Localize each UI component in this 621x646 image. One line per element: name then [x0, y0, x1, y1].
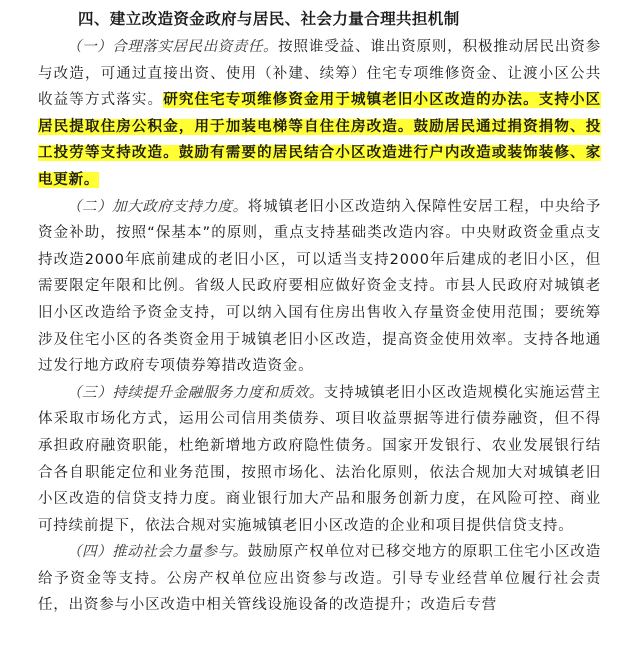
paragraph-lead: （二）加大政府支持力度。 [67, 198, 248, 215]
paragraph-text: 支持城镇老旧小区改造规模化实施运营主体采取市场化方式，运用公司信用类债券、项目收益票据等进行债券融资，但不得承担政府融资职能，杜绝新增地方政府隐性债务。国家开发银行、农业发展银行结合各自职能定位和业务范围，按照市场化、法治化原则，依法合规加大对城镇老旧小区改造的信贷支持力度。商业银行加大产品和服务创新力度，在风险可控、商业可持续前提下，依法合规对实施城镇老旧小区改造的企业和项目提供信贷支持。 [38, 384, 601, 534]
highlighted-text: 研究住宅专项维修资金用于城镇老旧小区改造的办法。支持小区居民提取住房公积金，用于加装电梯等自住住房改造。鼓励居民通过捐资捐物、投工投劳等支持改造。鼓励有需要的居民结合小区改造进行户内改造或装饰装修、家电更新。 [38, 92, 601, 188]
paragraph-lead: （三）持续提升金融服务力度和质效。 [67, 384, 324, 401]
paragraph-resident-funding [38, 34, 601, 194]
paragraph-text: 鼓励原产权单位对已移交地方的原职工住宅小区改造给予资金等支持。公房产权单位应出资参与改造。引导专业经营单位履行社会责任，出资参与小区改造中相关管线设施设备的改造提升；改造后专营 [38, 544, 602, 614]
paragraph-government-support [38, 194, 601, 380]
section-heading: 四、建立改造资金政府与居民、社会力量合理共担机制 [78, 10, 460, 28]
paragraph-lead: （四）推动社会力量参与。 [67, 544, 248, 561]
paragraph-social-participation [38, 539, 601, 619]
paragraph-text: 按照谁受益、谁出资原则，积极推动居民出资参与改造，可通过直接出资、使用（补建、续筹）住宅专项维修资金、让渡小区公共收益等方式落实。 [38, 39, 601, 109]
paragraph-text: 将城镇老旧小区改造纳入保障性安居工程，中央给予资金补助，按照“保基本”的原则，重点支持基础类改造内容。中央财政资金重点支持改造2000年底前建成的老旧小区，可以适当支持2000年后建成的老旧小区，但需要限定年限和比例。省级人民政府要相应做好资金支持。市县人民政府对城镇老旧小区改造给予资金支持，可以纳入国有住房出售收入存量资金使用范围；要统筹涉及住宅小区的各类资金用于城镇老旧小区改造，提高资金使用效率。支持各地通过发行地方政府专项债券筹措改造资金。 [38, 198, 602, 375]
paragraph-financial-services [38, 380, 601, 540]
paragraph-lead: （一）合理落实居民出资责任。 [67, 39, 279, 55]
